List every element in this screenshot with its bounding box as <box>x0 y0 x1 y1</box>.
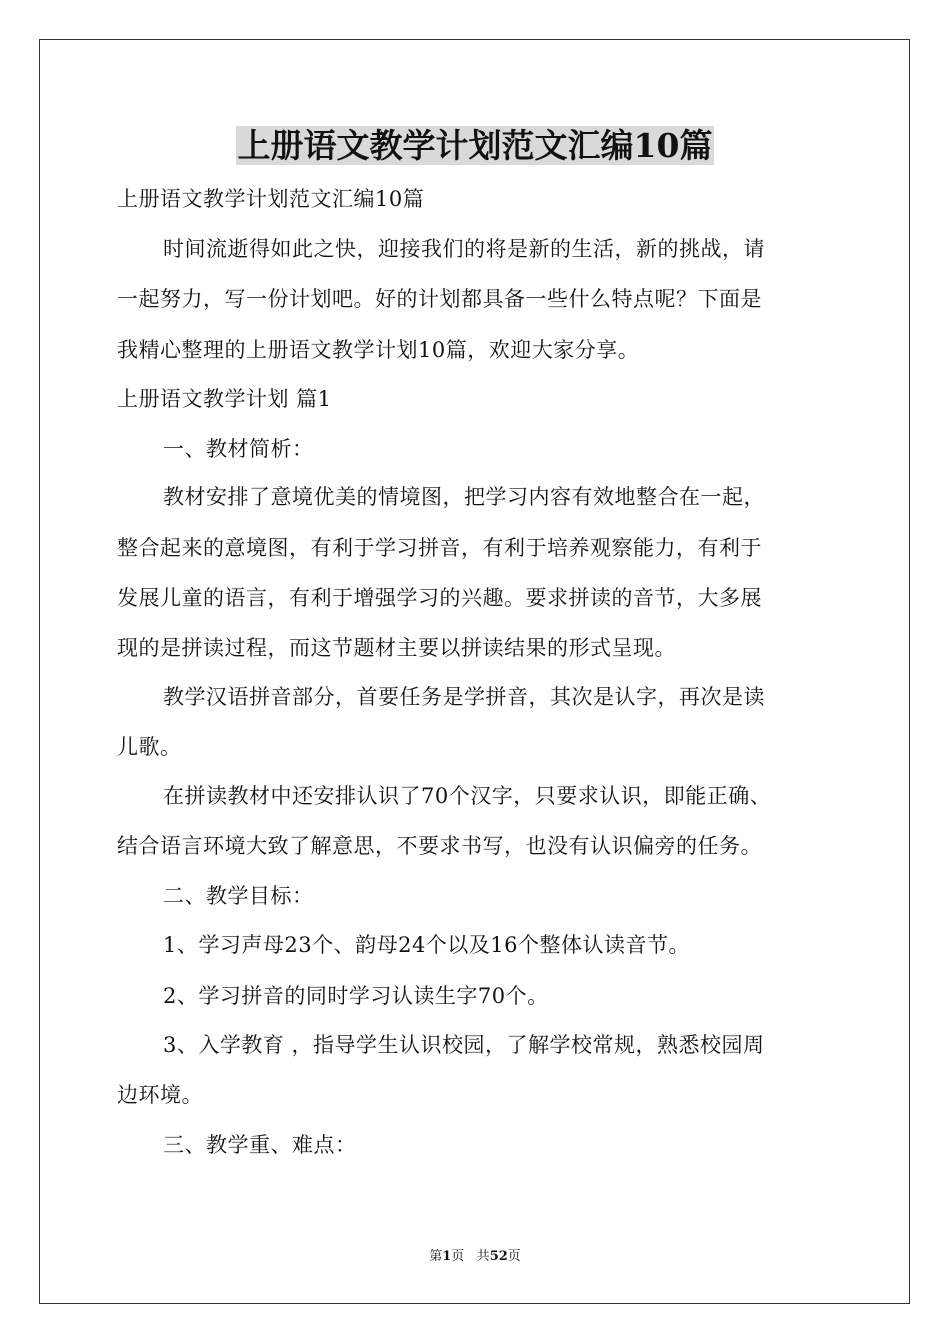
list-item: 1、学习声母23个、韵母24个以及16个整体认读音节。 <box>163 933 691 957</box>
subheading: 三、教学重、难点： <box>163 1133 357 1157</box>
subheading: 一、教材简析： <box>163 437 314 461</box>
paragraph-line: 教学汉语拼音部分，首要任务是学拼音，其次是认字，再次是读 <box>163 685 765 709</box>
paragraph-line: 教材安排了意境优美的情境图，把学习内容有效地整合在一起， <box>163 485 765 509</box>
paragraph-line: 发展儿童的语言，有利于增强学习的兴趣。要求拼读的音节，大多展 <box>117 586 762 610</box>
paragraph-line: 我精心整理的上册语文教学计划10篇，欢迎大家分享。 <box>117 338 640 362</box>
document-title <box>0 122 950 170</box>
paragraph-line: 在拼读教材中还安排认识了70个汉字，只要求认识，即能正确、 <box>163 784 772 808</box>
paragraph-line: 结合语言环境大致了解意思，不要求书写，也没有认识偏旁的任务。 <box>117 834 762 858</box>
document-title-text: 上册语文教学计划范文汇编10篇 <box>237 126 713 165</box>
list-item: 2、学习拼音的同时学习认读生字70个。 <box>163 984 549 1008</box>
paragraph-line: 儿歌。 <box>117 735 182 759</box>
list-item: 边环境。 <box>117 1083 203 1107</box>
page-label-prefix: 第 <box>429 1249 443 1264</box>
page-number: 1 <box>442 1249 452 1264</box>
paragraph-line: 一起努力，写一份计划吧。好的计划都具备一些什么特点呢？下面是 <box>117 287 762 311</box>
page-border <box>39 39 910 1304</box>
paragraph-line: 整合起来的意境图，有利于学习拼音，有利于培养观察能力，有利于 <box>117 536 762 560</box>
paragraph-line: 时间流逝得如此之快，迎接我们的将是新的生活，新的挑战，请 <box>163 237 765 261</box>
page-label-suffix: 页 <box>451 1249 465 1264</box>
total-label-prefix: 共 <box>476 1249 490 1264</box>
page-footer <box>0 1248 950 1266</box>
subheading: 二、教学目标： <box>163 884 314 908</box>
paragraph-line: 现的是拼读过程，而这节题材主要以拼读结果的形式呈现。 <box>117 636 676 660</box>
total-pages: 52 <box>489 1249 508 1264</box>
subtitle-line: 上册语文教学计划范文汇编10篇 <box>117 187 425 211</box>
section-heading: 上册语文教学计划 篇1 <box>117 387 332 411</box>
total-label-suffix: 页 <box>507 1249 521 1264</box>
list-item: 3、入学教育 ，指导学生认识校园，了解学校常规，熟悉校园周 <box>163 1033 765 1057</box>
